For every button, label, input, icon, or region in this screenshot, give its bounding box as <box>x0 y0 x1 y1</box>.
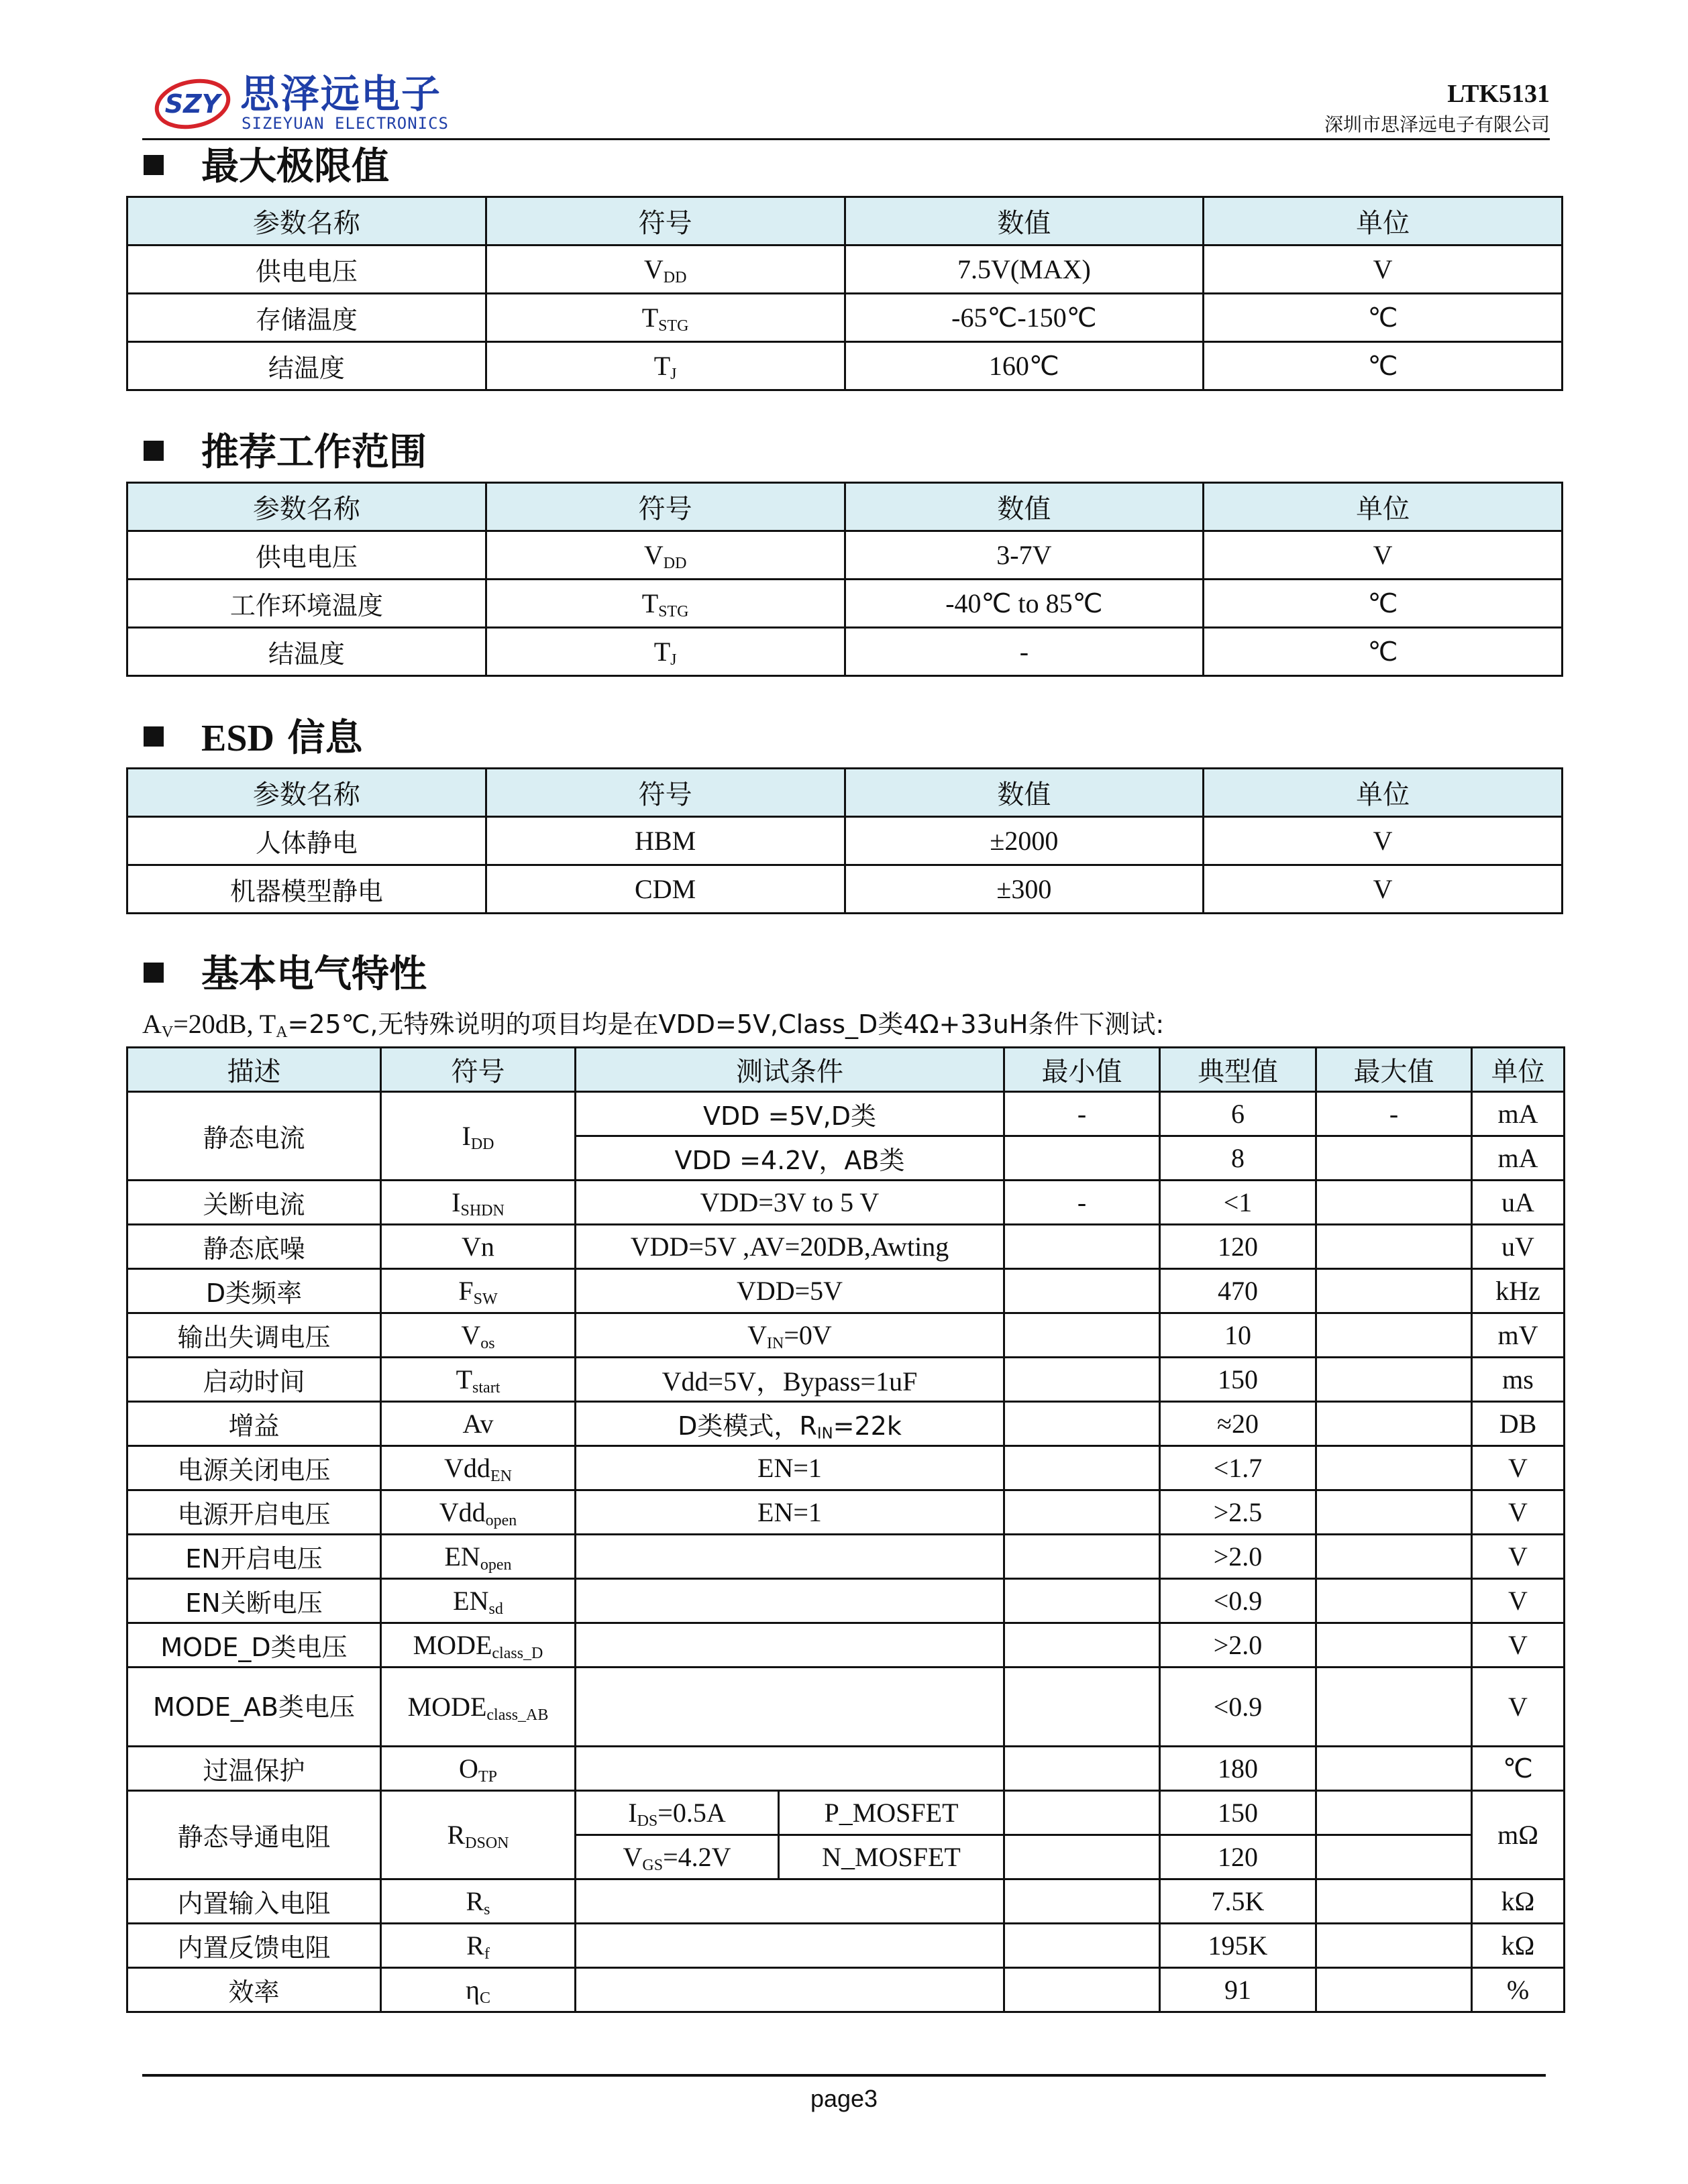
min-value <box>1004 1835 1160 1879</box>
test-condition: VDD =4.2V，AB类 <box>576 1136 1004 1181</box>
header-cell: 符号 <box>486 197 845 245</box>
typ-value: 8 <box>1160 1136 1316 1181</box>
param-value: ±2000 <box>845 817 1204 865</box>
param-symbol: $MODE_{class\_AB}$ <box>381 1668 576 1747</box>
param-value: -65℃-150℃ <box>845 294 1204 342</box>
param-value: 3-7V <box>845 531 1204 580</box>
typ-value: 180 <box>1160 1747 1316 1791</box>
param-desc: MODE_D类电压 <box>127 1623 381 1668</box>
min-value <box>1004 1791 1160 1835</box>
logo-english-name: SIZEYUAN ELECTRONICS <box>242 114 449 133</box>
param-desc: 输出失调电压 <box>127 1313 381 1358</box>
param-symbol: $O_{TP}$ <box>381 1747 576 1791</box>
param-symbol: Av <box>381 1402 576 1446</box>
test-condition <box>576 1747 1004 1791</box>
test-condition-right: N_MOSFET <box>779 1835 1004 1879</box>
min-value <box>1004 1490 1160 1535</box>
param-symbol: $V_{DD}$ <box>486 245 845 294</box>
param-value: 7.5V(MAX) <box>845 245 1204 294</box>
test-condition <box>576 1968 1004 2012</box>
param-symbol: $I_{DD}$ <box>381 1092 576 1181</box>
param-symbol: $V_{os}$ <box>381 1313 576 1358</box>
unit: kΩ <box>1472 1879 1565 1924</box>
header-cell: 最大值 <box>1316 1048 1472 1092</box>
param-unit: ℃ <box>1204 580 1563 628</box>
max-value <box>1316 1313 1472 1358</box>
max-value <box>1316 1747 1472 1791</box>
max-value: - <box>1316 1092 1472 1136</box>
header-cell: 测试条件 <box>576 1048 1004 1092</box>
min-value: - <box>1004 1181 1160 1225</box>
param-symbol: $I_{SHDN}$ <box>381 1181 576 1225</box>
header-cell: 数值 <box>845 197 1204 245</box>
table-row <box>127 1879 1565 1924</box>
section-title-abs-max: 最大极限值 <box>144 145 389 189</box>
table-row <box>127 1313 1565 1358</box>
param-name: 机器模型静电 <box>127 865 486 914</box>
header-cell: 参数名称 <box>127 483 486 531</box>
param-desc: 内置反馈电阻 <box>127 1924 381 1968</box>
table-row <box>127 1402 1565 1446</box>
min-value <box>1004 1924 1160 1968</box>
header-cell: 最小值 <box>1004 1048 1160 1092</box>
unit: V <box>1472 1579 1565 1623</box>
max-value <box>1316 1402 1472 1446</box>
svg-text:SZY: SZY <box>164 89 221 119</box>
company-logo <box>153 68 448 135</box>
header-cell: 典型值 <box>1160 1048 1316 1092</box>
unit: V <box>1472 1535 1565 1579</box>
max-value <box>1316 1623 1472 1668</box>
unit: uV <box>1472 1225 1565 1269</box>
table-row <box>127 1446 1565 1490</box>
typ-value: >2.0 <box>1160 1535 1316 1579</box>
max-value <box>1316 1136 1472 1181</box>
max-value <box>1316 1490 1472 1535</box>
page-number: page3 <box>810 2085 878 2112</box>
param-symbol: Vdd$_{open}$ <box>381 1490 576 1535</box>
footer-divider <box>142 2074 1546 2077</box>
param-desc: 效率 <box>127 1968 381 2012</box>
param-unit: V <box>1204 817 1563 865</box>
typ-value: 150 <box>1160 1791 1316 1835</box>
param-name: 供电电压 <box>127 245 486 294</box>
max-value <box>1316 1358 1472 1402</box>
max-value <box>1316 1835 1472 1879</box>
unit: ℃ <box>1472 1747 1565 1791</box>
section-title-recommended: 推荐工作范围 <box>144 431 427 475</box>
typ-value: ≈20 <box>1160 1402 1316 1446</box>
param-value: 160℃ <box>845 342 1204 390</box>
max-value <box>1316 1924 1472 1968</box>
max-value <box>1316 1968 1472 2012</box>
table-row <box>127 1747 1565 1791</box>
test-condition: EN=1 <box>576 1446 1004 1490</box>
min-value <box>1004 1269 1160 1313</box>
unit: kΩ <box>1472 1924 1565 1968</box>
table-header-row <box>127 769 1563 817</box>
unit: mV <box>1472 1313 1565 1358</box>
min-value <box>1004 1968 1160 2012</box>
unit: mΩ <box>1472 1791 1565 1879</box>
param-symbol: Vn <box>381 1225 576 1269</box>
section-title-esd: ESD 信息 <box>144 716 362 761</box>
max-value <box>1316 1791 1472 1835</box>
test-condition-left: $V_{GS}=4.2V$ <box>576 1835 779 1879</box>
table-row <box>127 1092 1565 1136</box>
logo-chinese-name: 思泽远电子 <box>240 71 442 117</box>
typ-value: >2.5 <box>1160 1490 1316 1535</box>
header-cell: 数值 <box>845 483 1204 531</box>
unit: uA <box>1472 1181 1565 1225</box>
param-value: - <box>845 628 1204 676</box>
param-desc: 静态电流 <box>127 1092 381 1181</box>
typ-value: 470 <box>1160 1269 1316 1313</box>
table-row <box>127 1225 1565 1269</box>
unit: V <box>1472 1446 1565 1490</box>
max-value <box>1316 1269 1472 1313</box>
table-row <box>127 1579 1565 1623</box>
test-condition-left: $I_{DS}=0.5A$ <box>576 1791 779 1835</box>
header-divider <box>142 138 1550 140</box>
min-value <box>1004 1446 1160 1490</box>
unit: ms <box>1472 1358 1565 1402</box>
min-value <box>1004 1535 1160 1579</box>
param-symbol: $EN_{open}$ <box>381 1535 576 1579</box>
param-desc: EN开启电压 <box>127 1535 381 1579</box>
max-value <box>1316 1879 1472 1924</box>
param-symbol: $MODE_{class\_D}$ <box>381 1623 576 1668</box>
unit: V <box>1472 1623 1565 1668</box>
min-value <box>1004 1358 1160 1402</box>
param-desc: 启动时间 <box>127 1358 381 1402</box>
test-condition: VDD =5V,D类 <box>576 1092 1004 1136</box>
test-condition: Vdd=5V，Bypass=1uF <box>576 1358 1004 1402</box>
param-desc: D类频率 <box>127 1269 381 1313</box>
min-value: - <box>1004 1092 1160 1136</box>
max-value <box>1316 1535 1472 1579</box>
table-row <box>127 1490 1565 1535</box>
typ-value: 120 <box>1160 1225 1316 1269</box>
param-symbol: CDM <box>486 865 845 914</box>
typ-value: 91 <box>1160 1968 1316 2012</box>
table-row <box>127 817 1563 865</box>
typ-value: 10 <box>1160 1313 1316 1358</box>
typ-value: <0.9 <box>1160 1668 1316 1747</box>
min-value <box>1004 1879 1160 1924</box>
param-desc: 关断电流 <box>127 1181 381 1225</box>
min-value <box>1004 1225 1160 1269</box>
test-condition-note: $A_V=20dB$, $T_A=25℃$,无特殊说明的项目均是在VDD=5V,Class_D类4Ω+33uH条件下测试: <box>142 1009 1165 1041</box>
table-row <box>127 865 1563 914</box>
min-value <box>1004 1136 1160 1181</box>
test-condition: VDD=3V to 5 V <box>576 1181 1004 1225</box>
abs-max-table <box>126 196 1563 391</box>
company-name: 深圳市思泽远电子有限公司 <box>1324 113 1550 135</box>
bullet-square-icon <box>144 441 164 461</box>
param-value: ±300 <box>845 865 1204 914</box>
table-row <box>127 1181 1565 1225</box>
header-cell: 参数名称 <box>127 197 486 245</box>
test-condition: $V_{IN}=0V$ <box>576 1313 1004 1358</box>
param-desc: EN关断电压 <box>127 1579 381 1623</box>
header-cell: 单位 <box>1204 769 1563 817</box>
param-value: -40℃ to 85℃ <box>845 580 1204 628</box>
param-symbol: $T_J$ <box>486 628 845 676</box>
param-unit: V <box>1204 531 1563 580</box>
table-row <box>127 1791 1565 1835</box>
table-row <box>127 1623 1565 1668</box>
param-name: 结温度 <box>127 342 486 390</box>
param-symbol: $V_{DD}$ <box>486 531 845 580</box>
unit: V <box>1472 1490 1565 1535</box>
param-symbol: $F_{SW}$ <box>381 1269 576 1313</box>
param-symbol: $T_J$ <box>486 342 845 390</box>
max-value <box>1316 1668 1472 1747</box>
bullet-square-icon <box>144 155 164 175</box>
param-unit: V <box>1204 245 1563 294</box>
test-condition: EN=1 <box>576 1490 1004 1535</box>
esd-table <box>126 767 1563 914</box>
table-row <box>127 1535 1565 1579</box>
unit: DB <box>1472 1402 1565 1446</box>
unit: mA <box>1472 1136 1565 1181</box>
param-symbol: $R_s$ <box>381 1879 576 1924</box>
param-unit: ℃ <box>1204 342 1563 390</box>
param-desc: 静态底噪 <box>127 1225 381 1269</box>
min-value <box>1004 1747 1160 1791</box>
param-symbol: Vdd$_{EN}$ <box>381 1446 576 1490</box>
unit: % <box>1472 1968 1565 2012</box>
param-unit: ℃ <box>1204 628 1563 676</box>
table-row <box>127 1358 1565 1402</box>
header-cell: 单位 <box>1204 483 1563 531</box>
header-cell: 符号 <box>381 1048 576 1092</box>
table-header-row <box>127 483 1563 531</box>
header-cell: 符号 <box>486 769 845 817</box>
param-symbol: $EN_{sd}$ <box>381 1579 576 1623</box>
table-row <box>127 531 1563 580</box>
bullet-square-icon <box>144 726 164 747</box>
param-desc: 内置输入电阻 <box>127 1879 381 1924</box>
param-name: 人体静电 <box>127 817 486 865</box>
table-row <box>127 628 1563 676</box>
unit: V <box>1472 1668 1565 1747</box>
param-desc: 过温保护 <box>127 1747 381 1791</box>
test-condition <box>576 1879 1004 1924</box>
param-name: 存储温度 <box>127 294 486 342</box>
param-name: 结温度 <box>127 628 486 676</box>
typ-value: 7.5K <box>1160 1879 1316 1924</box>
electrical-characteristics-table <box>126 1046 1565 2013</box>
table-row <box>127 1269 1565 1313</box>
header-cell: 单位 <box>1204 197 1563 245</box>
typ-value: 6 <box>1160 1092 1316 1136</box>
param-name: 工作环境温度 <box>127 580 486 628</box>
table-row <box>127 245 1563 294</box>
param-desc: 电源关闭电压 <box>127 1446 381 1490</box>
test-condition: VDD=5V ,AV=20DB,Awting <box>576 1225 1004 1269</box>
typ-value: 120 <box>1160 1835 1316 1879</box>
test-condition <box>576 1579 1004 1623</box>
header-cell: 单位 <box>1472 1048 1565 1092</box>
min-value <box>1004 1402 1160 1446</box>
param-symbol: $\eta_C$ <box>381 1968 576 2012</box>
max-value <box>1316 1225 1472 1269</box>
param-desc: 静态导通电阻 <box>127 1791 381 1879</box>
test-condition <box>576 1623 1004 1668</box>
header-cell: 参数名称 <box>127 769 486 817</box>
typ-value: <1.7 <box>1160 1446 1316 1490</box>
table-row <box>127 1924 1565 1968</box>
param-symbol: $R_{DSON}$ <box>381 1791 576 1879</box>
header-cell: 描述 <box>127 1048 381 1092</box>
part-number: LTK5131 <box>1447 80 1550 108</box>
test-condition-right: P_MOSFET <box>779 1791 1004 1835</box>
typ-value: <0.9 <box>1160 1579 1316 1623</box>
param-symbol: $T_{STG}$ <box>486 580 845 628</box>
table-row <box>127 1968 1565 2012</box>
table-header-row <box>127 197 1563 245</box>
param-desc: 增益 <box>127 1402 381 1446</box>
param-symbol: HBM <box>486 817 845 865</box>
max-value <box>1316 1181 1472 1225</box>
param-unit: V <box>1204 865 1563 914</box>
table-row <box>127 342 1563 390</box>
min-value <box>1004 1313 1160 1358</box>
min-value <box>1004 1579 1160 1623</box>
param-symbol: $T_{STG}$ <box>486 294 845 342</box>
bullet-square-icon <box>144 963 164 983</box>
unit: kHz <box>1472 1269 1565 1313</box>
min-value <box>1004 1668 1160 1747</box>
param-name: 供电电压 <box>127 531 486 580</box>
table-header-row <box>127 1048 1565 1092</box>
header-cell: 符号 <box>486 483 845 531</box>
param-desc: 电源开启电压 <box>127 1490 381 1535</box>
typ-value: <1 <box>1160 1181 1316 1225</box>
recommended-table <box>126 482 1563 677</box>
table-row <box>127 1668 1565 1747</box>
max-value <box>1316 1579 1472 1623</box>
szy-logo-icon <box>153 76 232 131</box>
section-title-electrical: 基本电气特性 <box>144 952 427 997</box>
typ-value: >2.0 <box>1160 1623 1316 1668</box>
test-condition <box>576 1924 1004 1968</box>
param-symbol: $T_{start}$ <box>381 1358 576 1402</box>
unit: mA <box>1472 1092 1565 1136</box>
typ-value: 150 <box>1160 1358 1316 1402</box>
test-condition <box>576 1535 1004 1579</box>
param-symbol: $R_f$ <box>381 1924 576 1968</box>
param-desc: MODE_AB类电压 <box>127 1668 381 1747</box>
test-condition: VDD=5V <box>576 1269 1004 1313</box>
test-condition: D类模式，$R_{IN}=22k$ <box>576 1402 1004 1446</box>
test-condition <box>576 1668 1004 1747</box>
param-unit: ℃ <box>1204 294 1563 342</box>
min-value <box>1004 1623 1160 1668</box>
header-cell: 数值 <box>845 769 1204 817</box>
table-row <box>127 294 1563 342</box>
max-value <box>1316 1446 1472 1490</box>
table-row <box>127 580 1563 628</box>
typ-value: 195K <box>1160 1924 1316 1968</box>
